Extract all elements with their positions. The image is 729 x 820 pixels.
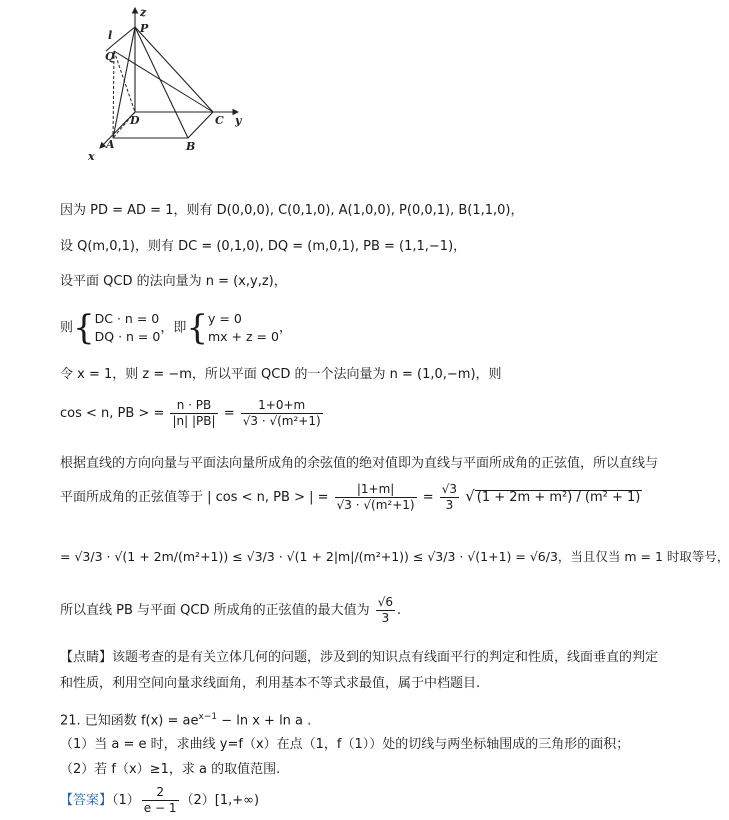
problem-21-part-1: （1）当 a = e 时，求曲线 y=f（x）在点（1，f（1））处的切线与两坐标轴围成的三角形的面积； [60,737,630,752]
cos-expression: cos < n, PB > = [60,406,165,421]
solution-line-6 [60,398,325,440]
system-1-eq-b: DQ · n = 0 [94,329,161,344]
fraction-abs [335,482,417,513]
solution-line-3: 设平面 QCD 的法向量为 n = (x,y,z)， [60,274,287,289]
left-brace-2: { [186,308,208,348]
fraction-numerator: √3 [441,482,458,496]
comment-text-1: 该题考查的是有关立体几何的问题，涉及到的知识点有线面平行的判定和性质，线面垂直的判定 [112,650,659,665]
sqrt-sign: √ [465,487,475,505]
answer-part-2: （2）[1,+∞) [180,793,260,808]
label-l: l [108,29,113,42]
label-Q: Q [105,50,115,63]
fraction-numerator: 1+0+m [241,398,323,414]
segment-QC [114,51,213,112]
system-1-eq-a: DC · n = 0 [94,311,160,326]
label-z: z [140,6,147,19]
equals-sign: = [223,406,235,421]
problem-21-statement [60,708,311,730]
solution-line-8 [60,482,642,524]
period: . [397,603,402,618]
equals-sign: = [422,490,434,505]
segment-QA [113,51,114,138]
problem-21-part-2: （2）若 f（x）≥1，求 a 的取值范围. [60,762,281,777]
line4-prefix: 则 [60,320,74,336]
pyramid-figure [78,0,258,165]
conclusion-text: 所以直线 PB 与平面 QCD 所成角的正弦值的最大值为 [60,603,370,618]
answer-part-1-label: （1） [112,793,140,808]
solution-line-9 [60,548,729,566]
solution-line-5: 令 x = 1，则 z = −m，所以平面 QCD 的一个法向量为 n = (1,0,−m)，则 [60,367,502,382]
edge-BC [188,112,213,138]
comment-tag: 【点睛】 [60,649,113,664]
label-P: P [140,22,149,35]
label-y: y [235,114,242,127]
fraction-numerator: |1+m| [335,482,417,498]
label-D: D [130,114,140,127]
fraction-numerator: n · PB [170,398,217,414]
comment-line-1 [60,648,658,667]
fraction-denominator: |n| |PB| [172,414,216,428]
answer-fraction [142,785,179,816]
solution-line-7: 根据直线的方向向量与平面法向量所成角的余弦值的绝对值即为直线与平面所成角的正弦值，所以直线与 [60,456,659,471]
edge-PB [135,27,188,138]
solution-line-10 [60,595,401,635]
fraction-max-value [376,595,395,626]
fraction-numerator: 2 [142,785,179,801]
label-B: B [186,140,196,153]
label-C: C [215,114,224,127]
abs-cos-expression: 平面所成角的正弦值等于 | cos < n, PB > | = [60,490,329,505]
equality-condition: ，当且仅当 m = 1 时取等号， [557,549,729,564]
left-brace-1: { [73,308,95,348]
solution-line-4 [60,310,292,350]
answer-line [60,785,259,817]
fraction-denominator: 3 [381,611,390,625]
sqrt-radicand: (1 + 2m + m²) / (m² + 1) [476,490,641,505]
line4-mid: ，即 [160,320,187,336]
fraction-dot-over-norms [170,398,217,429]
fraction-root3-over-3 [440,482,459,513]
label-A: A [106,138,115,151]
problem-21-suffix: − ln x + ln a . [217,713,312,729]
solution-line-2: 设 Q(m,0,1)，则有 DC = (0,1,0), DQ = (m,0,1), PB = (1,1,−1)， [60,239,467,254]
problem-21-prefix: 21. 已知函数 f(x) = ae [60,713,199,729]
solution-line-1: 因为 PD = AD = 1，则有 D(0,0,0), C(0,1,0), A(1,0,0), P(0,0,1), B(1,1,0)， [60,203,524,218]
fraction-denominator: √3 · √(m²+1) [336,498,415,512]
fraction-denominator: 3 [445,498,454,512]
system-1 [95,310,161,346]
system-2 [208,310,279,346]
label-x: x [88,150,95,163]
edge-PC [135,27,213,112]
line4-suffix: ， [278,320,292,336]
fraction-numerator: √6 [377,595,394,609]
fraction-denominator: √3 · √(m²+1) [242,414,321,428]
answer-tag: 【答案】 [60,792,113,807]
fraction-value [241,398,323,429]
system-2-eq-b: mx + z = 0 [208,329,279,344]
fraction-denominator: e − 1 [143,801,177,815]
comment-line-2: 和性质，利用空间向量求线面角，利用基本不等式求最值，属于中档题目. [60,676,481,691]
inequality-chain: = √3/3 · √(1 + 2m/(m²+1)) ≤ √3/3 · √(1 + 2|m|/(m²+1)) ≤ √3/3 · √(1+1) = √6/3 [60,549,558,564]
exponent: x−1 [198,712,218,722]
system-2-eq-a: y = 0 [208,311,242,326]
